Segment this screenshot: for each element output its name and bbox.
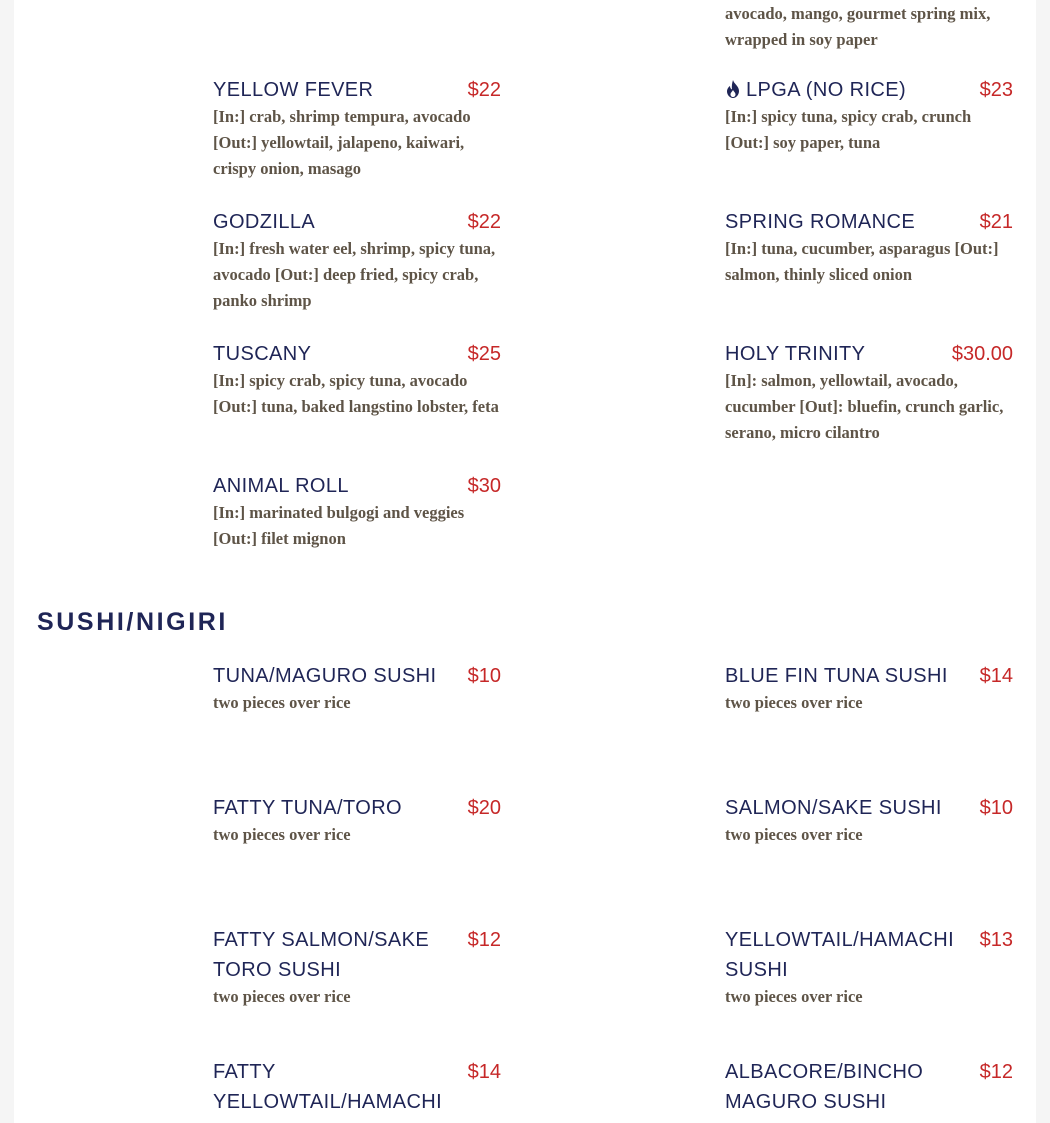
menu-item (725, 661, 1013, 716)
menu-item (725, 75, 1013, 156)
menu-item (213, 471, 501, 552)
menu-page (14, 0, 1036, 1123)
item-name: TUSCANY (213, 343, 312, 365)
menu-item (725, 207, 1013, 288)
item-price: $10 (467, 665, 501, 687)
item-price: $12 (467, 929, 501, 951)
item-name: ANIMAL ROLL (213, 475, 349, 497)
item-price: $30.00 (951, 343, 1013, 365)
menu-item (213, 207, 501, 314)
item-name: YELLOW FEVER (213, 79, 374, 101)
item-price: $20 (467, 797, 501, 819)
item-price: $21 (979, 211, 1013, 233)
menu-item (213, 925, 501, 1010)
item-description: two pieces over rice (725, 693, 863, 712)
fire-icon (725, 80, 741, 98)
item-name: BLUE FIN TUNA SUSHI (725, 665, 948, 687)
menu-item (213, 793, 501, 848)
item-price: $25 (467, 343, 501, 365)
section-title: SUSHI/NIGIRI (37, 608, 228, 636)
item-name: TUNA/MAGURO SUSHI (213, 665, 437, 687)
item-name: FATTY TUNA/TORO (213, 797, 402, 819)
item-description: [In:] spicy tuna, spicy crab, crunch [Out:] soy paper, tuna (725, 107, 972, 152)
item-name: FATTY SALMON/SAKE TORO SUSHI (213, 929, 430, 981)
item-price: $30 (467, 475, 501, 497)
item-description: [In:] fresh water eel, shrimp, spicy tuna, avocado [Out:] deep fried, spicy crab, panko shrimp (213, 239, 496, 310)
item-price: $13 (979, 929, 1013, 951)
menu-item-partial (725, 2, 1013, 53)
item-description: [In]: salmon, yellowtail, avocado, cucumber [Out]: bluefin, crunch garlic, serano, micro cilantro (725, 371, 1004, 442)
item-description: [In:] tuna, cucumber, asparagus [Out:] salmon, thinly sliced onion (725, 239, 999, 284)
item-description: two pieces over rice (213, 825, 351, 844)
item-description: [In:] crab, shrimp tempura, avocado [Out:] yellowtail, jalapeno, kaiwari, crispy onion, masago (213, 107, 471, 178)
menu-item (213, 339, 501, 420)
item-price: $22 (467, 211, 501, 233)
item-price: $22 (467, 79, 501, 101)
menu-item (213, 1057, 501, 1117)
item-description: two pieces over rice (213, 693, 351, 712)
item-name: SALMON/SAKE SUSHI (725, 797, 942, 819)
menu-item (725, 339, 1013, 446)
menu-item (725, 925, 1013, 1010)
item-name: YELLOWTAIL/HAMACHI SUSHI (725, 929, 955, 981)
item-name: HOLY TRINITY (725, 343, 866, 365)
item-price: $14 (467, 1061, 501, 1083)
item-price: $23 (979, 79, 1013, 101)
item-price: $10 (979, 797, 1013, 819)
item-description: two pieces over rice (725, 987, 863, 1006)
item-name: FATTY YELLOWTAIL/HAMACHI (213, 1061, 443, 1113)
item-description: two pieces over rice (213, 987, 351, 1006)
item-name: SPRING ROMANCE (725, 211, 916, 233)
item-name: LPGA (NO RICE) (746, 79, 907, 101)
item-name: GODZILLA (213, 211, 316, 233)
menu-item (725, 793, 1013, 848)
menu-item (213, 661, 501, 716)
menu-item (725, 1057, 1013, 1117)
item-description: two pieces over rice (725, 825, 863, 844)
item-price: $12 (979, 1061, 1013, 1083)
item-price: $14 (979, 665, 1013, 687)
item-name: ALBACORE/BINCHO MAGURO SUSHI (725, 1061, 924, 1113)
item-description: [In:] marinated bulgogi and veggies [Out:] filet mignon (213, 503, 465, 548)
item-description: avocado, mango, gourmet spring mix, wrapped in soy paper (725, 4, 991, 49)
menu-item (213, 75, 501, 182)
item-description: [In:] spicy crab, spicy tuna, avocado [Out:] tuna, baked langstino lobster, feta (213, 371, 499, 416)
